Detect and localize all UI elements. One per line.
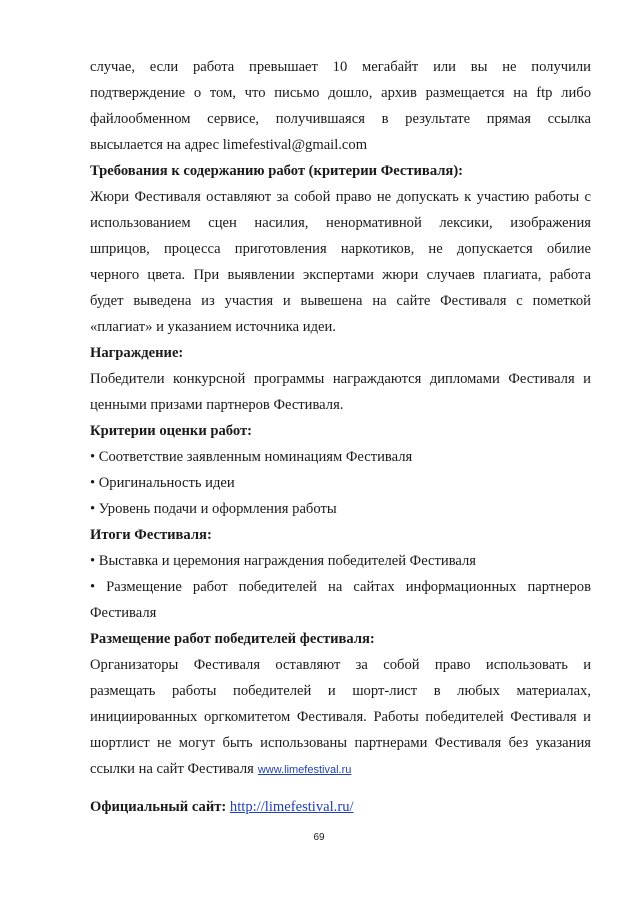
paragraph-line: шприцов, процесса приготовления наркотиков, не допускается обилие bbox=[90, 241, 591, 257]
paragraph-line: шортлист не могут быть использованы партнерами Фестиваля без указания bbox=[90, 735, 591, 751]
paragraph-line: ценными призами партнеров Фестиваля. bbox=[90, 397, 344, 413]
list-item: Фестиваля bbox=[90, 605, 157, 621]
paragraph-line: высылается на адрес limefestival@gmail.com bbox=[90, 137, 368, 153]
paragraph-line: черного цвета. При выявлении экспертами жюри случаев плагиата, работа bbox=[90, 267, 591, 283]
paragraph-line: случае, если работа превышает 10 мегабайт или вы не получили bbox=[90, 59, 591, 75]
paragraph-line bbox=[90, 756, 591, 782]
paragraph-line: Жюри Фестиваля оставляют за собой право не допускать к участию работы с bbox=[90, 189, 591, 205]
official-site-line bbox=[90, 794, 591, 820]
paragraph-line: Победители конкурсной программы награждаются дипломами Фестиваля и bbox=[90, 371, 591, 387]
paragraph-line: подтверждение о том, что письмо дошло, архив размещается на ftp либо bbox=[90, 85, 591, 101]
paragraph-line: инициированных оргкомитетом Фестиваля. Работы победителей Фестиваля и bbox=[90, 709, 591, 725]
results-heading: Итоги Фестиваля: bbox=[90, 527, 212, 543]
paragraph-line: Организаторы Фестиваля оставляют за собой право использовать и bbox=[90, 657, 591, 673]
list-item: • Размещение работ победителей на сайтах информационных партнеров bbox=[90, 579, 591, 595]
award-heading: Награждение: bbox=[90, 345, 184, 361]
paragraph-line: будет выведена из участия и вывешена на сайте Фестиваля с пометкой bbox=[90, 293, 591, 309]
page-number: 69 bbox=[313, 832, 325, 843]
paragraph-line: размещать работы победителей и шорт-лист в любых материалах, bbox=[90, 683, 591, 699]
official-site-link[interactable]: http://limefestival.ru/ bbox=[229, 799, 354, 815]
requirements-heading: Требования к содержанию работ (критерии Фестиваля): bbox=[90, 163, 464, 179]
paragraph-line: использованием сцен насилия, ненормативной лексики, изображения bbox=[90, 215, 591, 231]
list-item: • Соответствие заявленным номинациям Фестиваля bbox=[90, 449, 413, 465]
criteria-heading: Критерии оценки работ: bbox=[90, 423, 253, 439]
list-item: • Уровень подачи и оформления работы bbox=[90, 501, 337, 517]
paragraph-line: «плагиат» и указанием источника идеи. bbox=[90, 319, 336, 335]
list-item: • Оригинальность идеи bbox=[90, 475, 235, 491]
document-page bbox=[90, 54, 591, 820]
placement-heading: Размещение работ победителей фестиваля: bbox=[90, 631, 375, 647]
festival-site-link[interactable]: www.limefestival.ru bbox=[257, 764, 352, 776]
list-item: • Выставка и церемония награждения победителей Фестиваля bbox=[90, 553, 477, 569]
paragraph-text: ссылки на сайт Фестиваля bbox=[90, 761, 254, 777]
paragraph-line: файлообменном сервисе, получившаяся в результате прямая ссылка bbox=[90, 111, 591, 127]
official-site-label: Официальный сайт: bbox=[90, 799, 227, 815]
